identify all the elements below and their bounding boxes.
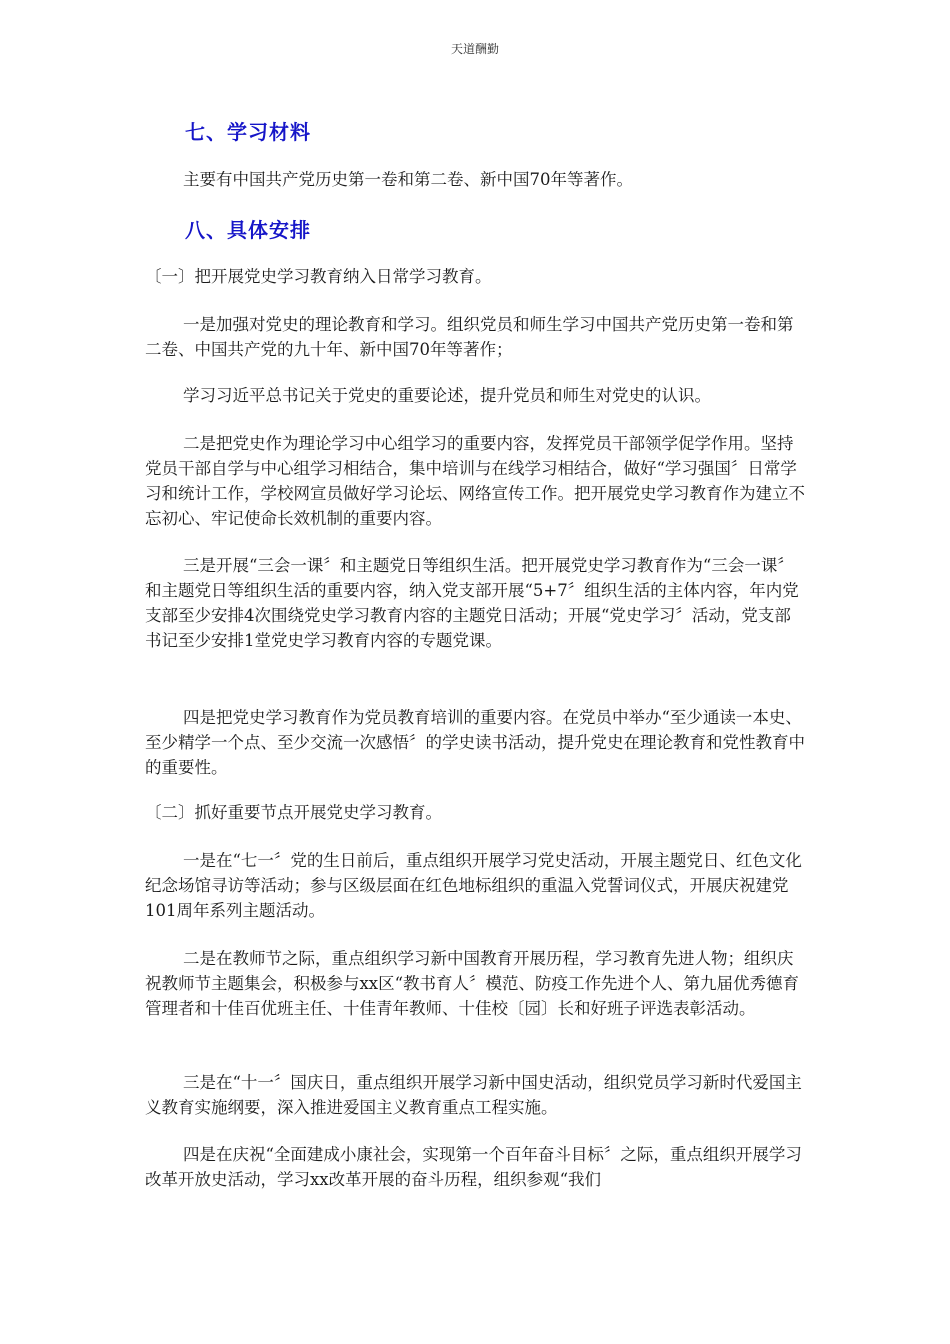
subsection-heading-2: 〔二〕抓好重要节点开展党史学习教育。 — [145, 803, 442, 822]
paragraph: 三是开展“三会一课〞和主题党日等组织生活。把开展党史学习教育作为“三会一课〞和主题党日等组织生活的重要内容，纳入党支部开展“5+7〞组织生活的主体内容，年内党支部至少安排4次围绕党史学习教育内容的主题党日活动；开展“党史学习〞活动，党支部书记至少安排1堂党史学习教育内容的专题党课。 — [145, 556, 799, 650]
paragraph: 学习习近平总书记关于党史的重要论述，提升党员和师生对党史的认识。 — [183, 386, 711, 405]
paragraph: 四是把党史学习教育作为党员教育培训的重要内容。在党员中举办“至少通读一本史、至少精学一个点、至少交流一次感悟〞的学史读书活动，提升党史在理论教育和党性教育中的重要性。 — [145, 708, 805, 777]
paragraph: 二是把党史作为理论学习中心组学习的重要内容，发挥党员干部领学促学作用。坚持党员干部自学与中心组学习相结合，集中培训与在线学习相结合，做好“学习强国〞日常学习和统计工作，学校网宣员做好学习论坛、网络宣传工作。把开展党史学习教育作为建立不忘初心、牢记使命长效机制的重要内容。 — [145, 434, 805, 528]
paragraph: 四是在庆祝“全面建成小康社会，实现第一个百年奋斗目标〞之际，重点组织开展学习改革开放史活动，学习xx改革开展的奋斗历程，组织参观“我们 — [145, 1145, 802, 1189]
paragraph-materials: 主要有中国共产党历史第一卷和第二卷、新中国70年等著作。 — [183, 170, 633, 189]
section-heading-8: 八、具体安排 — [185, 218, 311, 242]
paragraph: 三是在“十一〞国庆日，重点组织开展学习新中国史活动，组织党员学习新时代爱国主义教育实施纲要，深入推进爱国主义教育重点工程实施。 — [145, 1073, 802, 1117]
paragraph: 一是加强对党史的理论教育和学习。组织党员和师生学习中国共产党历史第一卷和第二卷、中国共产党的九十年、新中国70年等著作； — [145, 315, 794, 359]
subsection-heading-1: 〔一〕把开展党史学习教育纳入日常学习教育。 — [145, 267, 492, 286]
section-heading-7: 七、学习材料 — [185, 120, 311, 144]
page-header: 天道酬勤 — [450, 42, 499, 56]
paragraph: 一是在“七一〞党的生日前后，重点组织开展学习党史活动，开展主题党日、红色文化纪念场馆寻访等活动；参与区级层面在红色地标组织的重温入党誓词仪式，开展庆祝建党101周年系列主题活动。 — [145, 851, 802, 920]
paragraph: 二是在教师节之际，重点组织学习新中国教育开展历程，学习教育先进人物；组织庆祝教师节主题集会，积极参与xx区“教书育人〞模范、防疫工作先进个人、第九届优秀德育管理者和十佳百优班主任、十佳青年教师、十佳校〔园〕长和好班子评选表彰活动。 — [145, 949, 800, 1018]
